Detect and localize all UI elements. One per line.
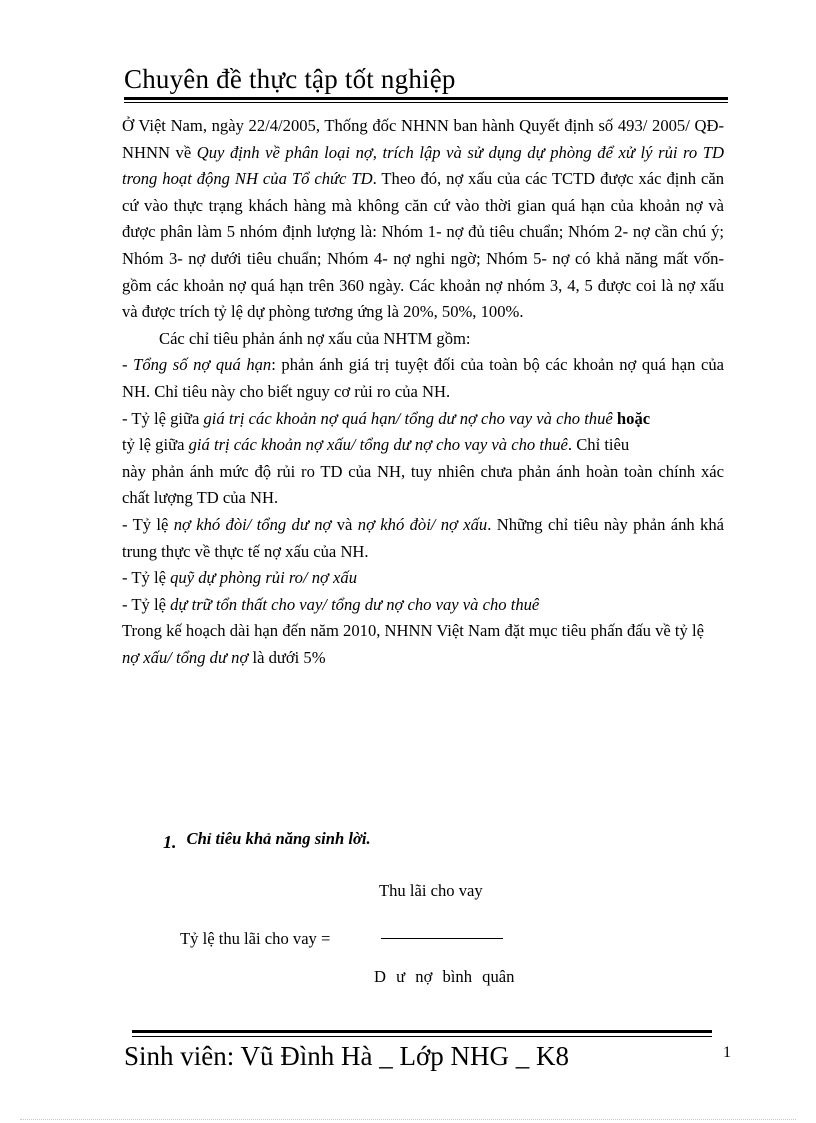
section-number: 1. <box>163 832 177 852</box>
bullet-loss-reserve-ratio <box>122 592 724 619</box>
page-header-title: Chuyên đề thực tập tốt nghiệp <box>124 64 456 94</box>
page-number: 1 <box>723 1044 731 1061</box>
bullet-italic: quỹ dự phòng rủi ro/ nợ xấu <box>170 568 358 588</box>
bullet-overdue-ratio-line2 <box>122 432 724 459</box>
bullet-italic: Tổng số nợ quá hạn <box>133 355 272 375</box>
formula-label: Tỷ lệ thu lãi cho vay = <box>180 929 331 948</box>
regulation-title-italic: Quy định về phân loại nợ, trích lập và sử dụng dự phòng để xử lý rủi ro TD trong hoạt động NH của Tổ chức TD <box>122 142 724 189</box>
bullet-provision-ratio <box>122 565 724 592</box>
section-heading <box>163 828 371 852</box>
formula-numerator: Thu lãi cho vay <box>379 881 483 900</box>
indicators-intro: Các chỉ tiêu phản ánh nợ xấu của NHTM gồm: <box>159 328 471 348</box>
header-rule-thick <box>124 97 728 100</box>
bullet-text: tỷ lệ giữa <box>122 435 189 455</box>
paragraph-italic: nợ xấu/ tổng dư nợ <box>122 647 249 667</box>
bullet-text: - Tỷ lệ <box>122 568 171 588</box>
bullet-text: - Tỷ lệ <box>122 594 171 614</box>
bullet-italic: giá trị các khoản nợ quá hạn/ tổng dư nợ cho vay và cho thuê <box>203 408 613 428</box>
bullet-bad-debt-ratio <box>122 512 724 565</box>
bullet-text: - Tỷ lệ <box>122 514 174 534</box>
footer-student-info: Sinh viên: Vũ Đình Hà _ Lớp NHG _ K8 <box>124 1041 570 1071</box>
header-rule-thin <box>124 102 728 103</box>
paragraph-regulation <box>122 113 724 326</box>
formula-fraction-bar <box>381 938 503 939</box>
section-title: Chỉ tiêu khả năng sinh lời. <box>186 829 371 848</box>
bullet-overdue-total <box>122 352 724 405</box>
footer-rule-thick <box>132 1030 712 1033</box>
paragraph-text: . Theo đó, nợ xấu của các TCTD được xác định căn cứ vào thực trạng khách hàng mà không căn cứ vào thời gian quá hạn của khoản nợ và được phân làm 5 nhóm định lượng là: Nhóm 1- nợ đủ tiêu chuẩn; Nhóm 2- nợ cần chú ý; Nhóm 3- nợ dưới tiêu chuẩn; Nhóm 4- nợ nghi ngờ; Nhóm 5- nợ có khả năng mất vốn- gồm các khoản nợ quá hạn trên 360 ngày. Các khoản nợ nhóm 3, 4, 5 được coi là nợ xấu và được trích tỷ lệ dự phòng tương ứng là 20%, 50%, 100%. <box>122 169 724 322</box>
bullet-text: : phản ánh giá trị tuyệt đối của toàn bộ các khoản nợ quá hạn của NH. Chỉ tiêu này cho biết nguy cơ rủi ro của NH. <box>122 355 724 401</box>
formula-denominator: D ư nợ bình quân <box>374 967 515 986</box>
paragraph-text: Ở Việt Nam, ngày 22/4/2005, Thống đốc NHNN ban hành Quyết định số 493/ 2005/ QĐ-NHNN về <box>122 116 724 162</box>
bullet-italic: nợ khó đòi/ tổng dư nợ <box>173 514 332 534</box>
page-bottom-edge <box>20 1119 796 1120</box>
bullet-connector: hoặc <box>612 408 651 428</box>
paragraph-text: Trong kế hoạch dài hạn đến năm 2010, NHNN Việt Nam đặt mục tiêu phấn đấu về tỷ lệ <box>122 621 704 641</box>
bullet-dash: - <box>122 355 134 375</box>
paragraph-text: là dưới 5% <box>248 647 326 667</box>
plan-paragraph <box>122 618 724 671</box>
bullet-italic: dự trữ tổn thất cho vay/ tổng dư nợ cho vay và cho thuê <box>170 594 540 614</box>
bullet-text: . Chỉ tiêu <box>567 435 630 455</box>
bullet-overdue-ratio-continuation: này phản ánh mức độ rủi ro TD của NH, tuy nhiên chưa phản ánh hoàn toàn chính xác chất lượng TD của NH. <box>122 461 724 508</box>
bullet-text: . Những chỉ tiêu này phản ánh khá trung thực về thực tế nợ xấu của NH. <box>122 514 725 561</box>
bullet-italic: nợ khó đòi/ nợ xấu <box>357 514 488 534</box>
bullet-overdue-ratio <box>122 406 724 433</box>
bullet-italic: giá trị các khoản nợ xấu/ tổng dư nợ cho vay và cho thuê <box>188 435 568 455</box>
footer-rule-thin <box>132 1036 712 1037</box>
body-text <box>122 113 724 671</box>
bullet-text: - Tỷ lệ giữa <box>122 408 204 428</box>
bullet-text: và <box>331 514 358 534</box>
